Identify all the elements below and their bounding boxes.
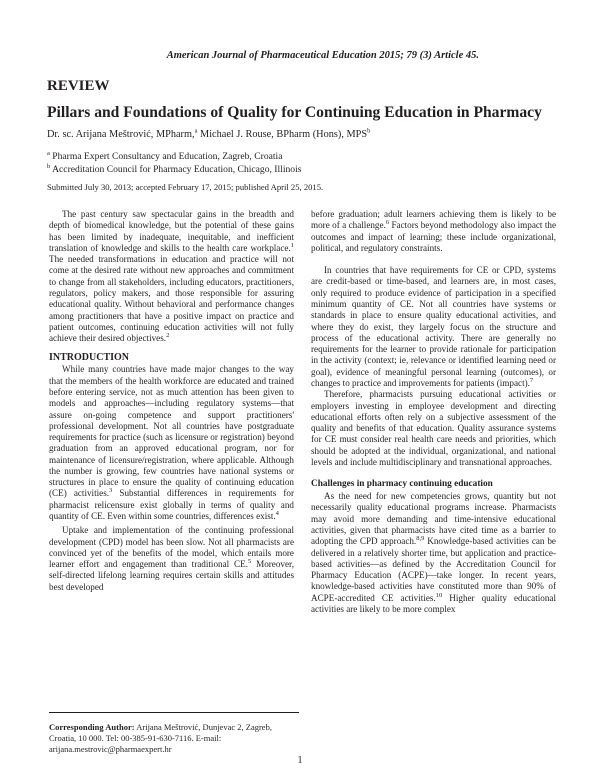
reference-sup: 8,9: [416, 535, 425, 543]
text-run: Therefore, pharmacists pursuing educational activities or employers investing in employee development and directing educational efforts often rely on a subjective assessment of the quality and benefits of that education. Quality assurance systems for CE must consider real health care needs and priorities, which should be adopted at the individual, organizational, and national levels and include multidisciplinary and transnational approaches.: [311, 389, 556, 467]
paragraph: [311, 209, 556, 254]
text-run: Knowledge-based activities can be delivered in a relatively shorter time, but application and practice-based activities—as defined by the Accreditation Council for Pharmacy Education (ACPE)—take longer. In recent years, knowledge-based activities have constituted more than 90% of ACPE-accredited CE activities.: [311, 536, 556, 603]
article-title: Pillars and Foundations of Quality for Continuing Education in Pharmacy: [47, 104, 542, 121]
reference-sup: 6: [385, 219, 390, 227]
text-run: The needed transformations in education and practice will not come at the desired rate without new approaches and commitment to change from all stakeholders, including educators, practitioners, regulators, policy makers, and those responsible for assuring educational quality. Without behavioral and performance changes among practitioners that have a positive impact on practice and patient outcomes, continuing education activities will not fully achieve their desired objectives.: [49, 254, 294, 344]
affiliation-a: [47, 151, 282, 162]
text-run: The past century saw spectacular gains in the breadth and depth of biomedical knowledge, but the potential of these gains has been limited by inadequate, inequitable, and inefficient translation of knowledge and skills to the health care workplace.: [49, 209, 294, 253]
left-column: [49, 209, 294, 593]
paragraph: [311, 389, 556, 468]
text-run: Uptake and implementation of the continuing professional development (CPD) model has been slow. Not all pharmacists are convinced yet of the benefits of the model, which entails more learner effort and engagement than traditional CE.: [49, 525, 294, 570]
author-2-affil-sup: b: [367, 127, 371, 135]
right-column: [311, 209, 556, 615]
submission-dates: Submitted July 30, 2013; accepted February 17, 2015; published April 25, 2015.: [47, 182, 324, 192]
footnote-label: Corresponding Author:: [49, 722, 135, 732]
paragraph: [49, 209, 294, 344]
reference-sup: 10: [435, 591, 443, 599]
author-1-affil-sup: a: [194, 127, 198, 135]
reference-sup: 4: [275, 509, 279, 517]
affiliation-a-sup: a: [47, 149, 50, 157]
author-list: [47, 129, 370, 140]
paragraph: [311, 491, 556, 615]
affiliation-b-text: Accreditation Council for Pharmacy Education, Chicago, Illinois: [50, 164, 302, 175]
footnote-text: Arijana Meštrović, Dunjevac 2, Zagreb, Croatia, 10 000. Tel: 00-385-91-630-7116. E-mail: arijana.mestrovic@pharmaexpert.hr: [49, 722, 272, 754]
reference-sup: 7: [529, 376, 534, 384]
text-run: Higher quality educational activities are likely to be more complex: [311, 592, 556, 614]
section-heading-challenges: Challenges in pharmacy continuing education: [311, 479, 493, 490]
reference-sup: 3: [109, 487, 113, 495]
spacer: [49, 344, 294, 347]
paragraph: [311, 265, 556, 389]
text-run: In countries that have requirements for CE or CPD, systems are credit-based or time-based, and learners are, in most cases, only required to produce evidence of participation in a specified minimum quantity of CE. Not all countries have systems or standards in place to ensure quality educational activities, and where they do exist, they largely focus on the structure and process of the educational activity. There are generally no requirements for the learner to provide rationale for participation in the activity (context; ie, relevance or identified learning need or goal), evidence of meaningful personal learning (outcomes), or changes to practice and improvements for patients (impact).: [311, 265, 556, 388]
reference-sup: 5: [247, 558, 252, 566]
section-heading-introduction: INTRODUCTION: [49, 352, 130, 364]
text-run: before graduation; adult learners achieving them is likely to be more of a challenge.: [311, 209, 556, 231]
text-run: Substantial differences in requirements for pharmacist relicensure exist globally in terms of quality and quantity of CE. Even within some countries, differences exist.: [49, 488, 294, 522]
author-1: Dr. sc. Arijana Meštrović, MPharm,: [47, 129, 195, 140]
section-label: REVIEW: [47, 78, 110, 94]
corresponding-author-footnote: [49, 712, 299, 755]
affiliation-a-text: Pharma Expert Consultancy and Education, Zagreb, Croatia: [49, 151, 283, 162]
affiliation-b: [47, 164, 302, 175]
journal-header: [167, 50, 479, 61]
paragraph: [49, 525, 294, 593]
reference-sup: 1: [290, 241, 294, 249]
spacer: [311, 254, 556, 265]
text-run: Factors beyond methodology also impact the outcomes and impact of learning; these include organizational, political, and regulatory constraints.: [311, 220, 557, 253]
text-run: While many countries have made major changes to the way that the members of the health workforce are educated and trained before entering service, not as much attention has been given to models and approaches—including regulatory systems—that assure on-going competence and support practitioners' professional development. Not all countries have postgraduate requirements for practice (such as licensure or registration) beyond graduation from an approved educational program, nor for maintenance of licensure/registration, where applicable. Although the number is growing, few countries have national systems or structures in place to ensure the quality of continuing education (CE) activities.: [49, 364, 294, 499]
text-run: Moreover, self-directed lifelong learning requires certain skills and attitudes best developed: [49, 559, 294, 592]
journal-citation: 2015; 79 (3) Article 45.: [379, 50, 479, 61]
journal-name: American Journal of Pharmaceutical Education: [166, 50, 377, 61]
reference-sup: 2: [166, 332, 170, 340]
affiliation-b-sup: b: [47, 162, 51, 170]
page-number: 1: [297, 755, 303, 766]
paragraph: [49, 364, 294, 522]
text-run: As the need for new competencies grows, quantity but not necessarily quality educational programs increase. Pharmacists may avoid more demanding and time-intensive educational activities, given that pharmacists have cited time as a barrier to adopting the CPD approach.: [311, 491, 556, 547]
author-2: Michael J. Rouse, BPharm (Hons), MPS: [197, 129, 368, 140]
